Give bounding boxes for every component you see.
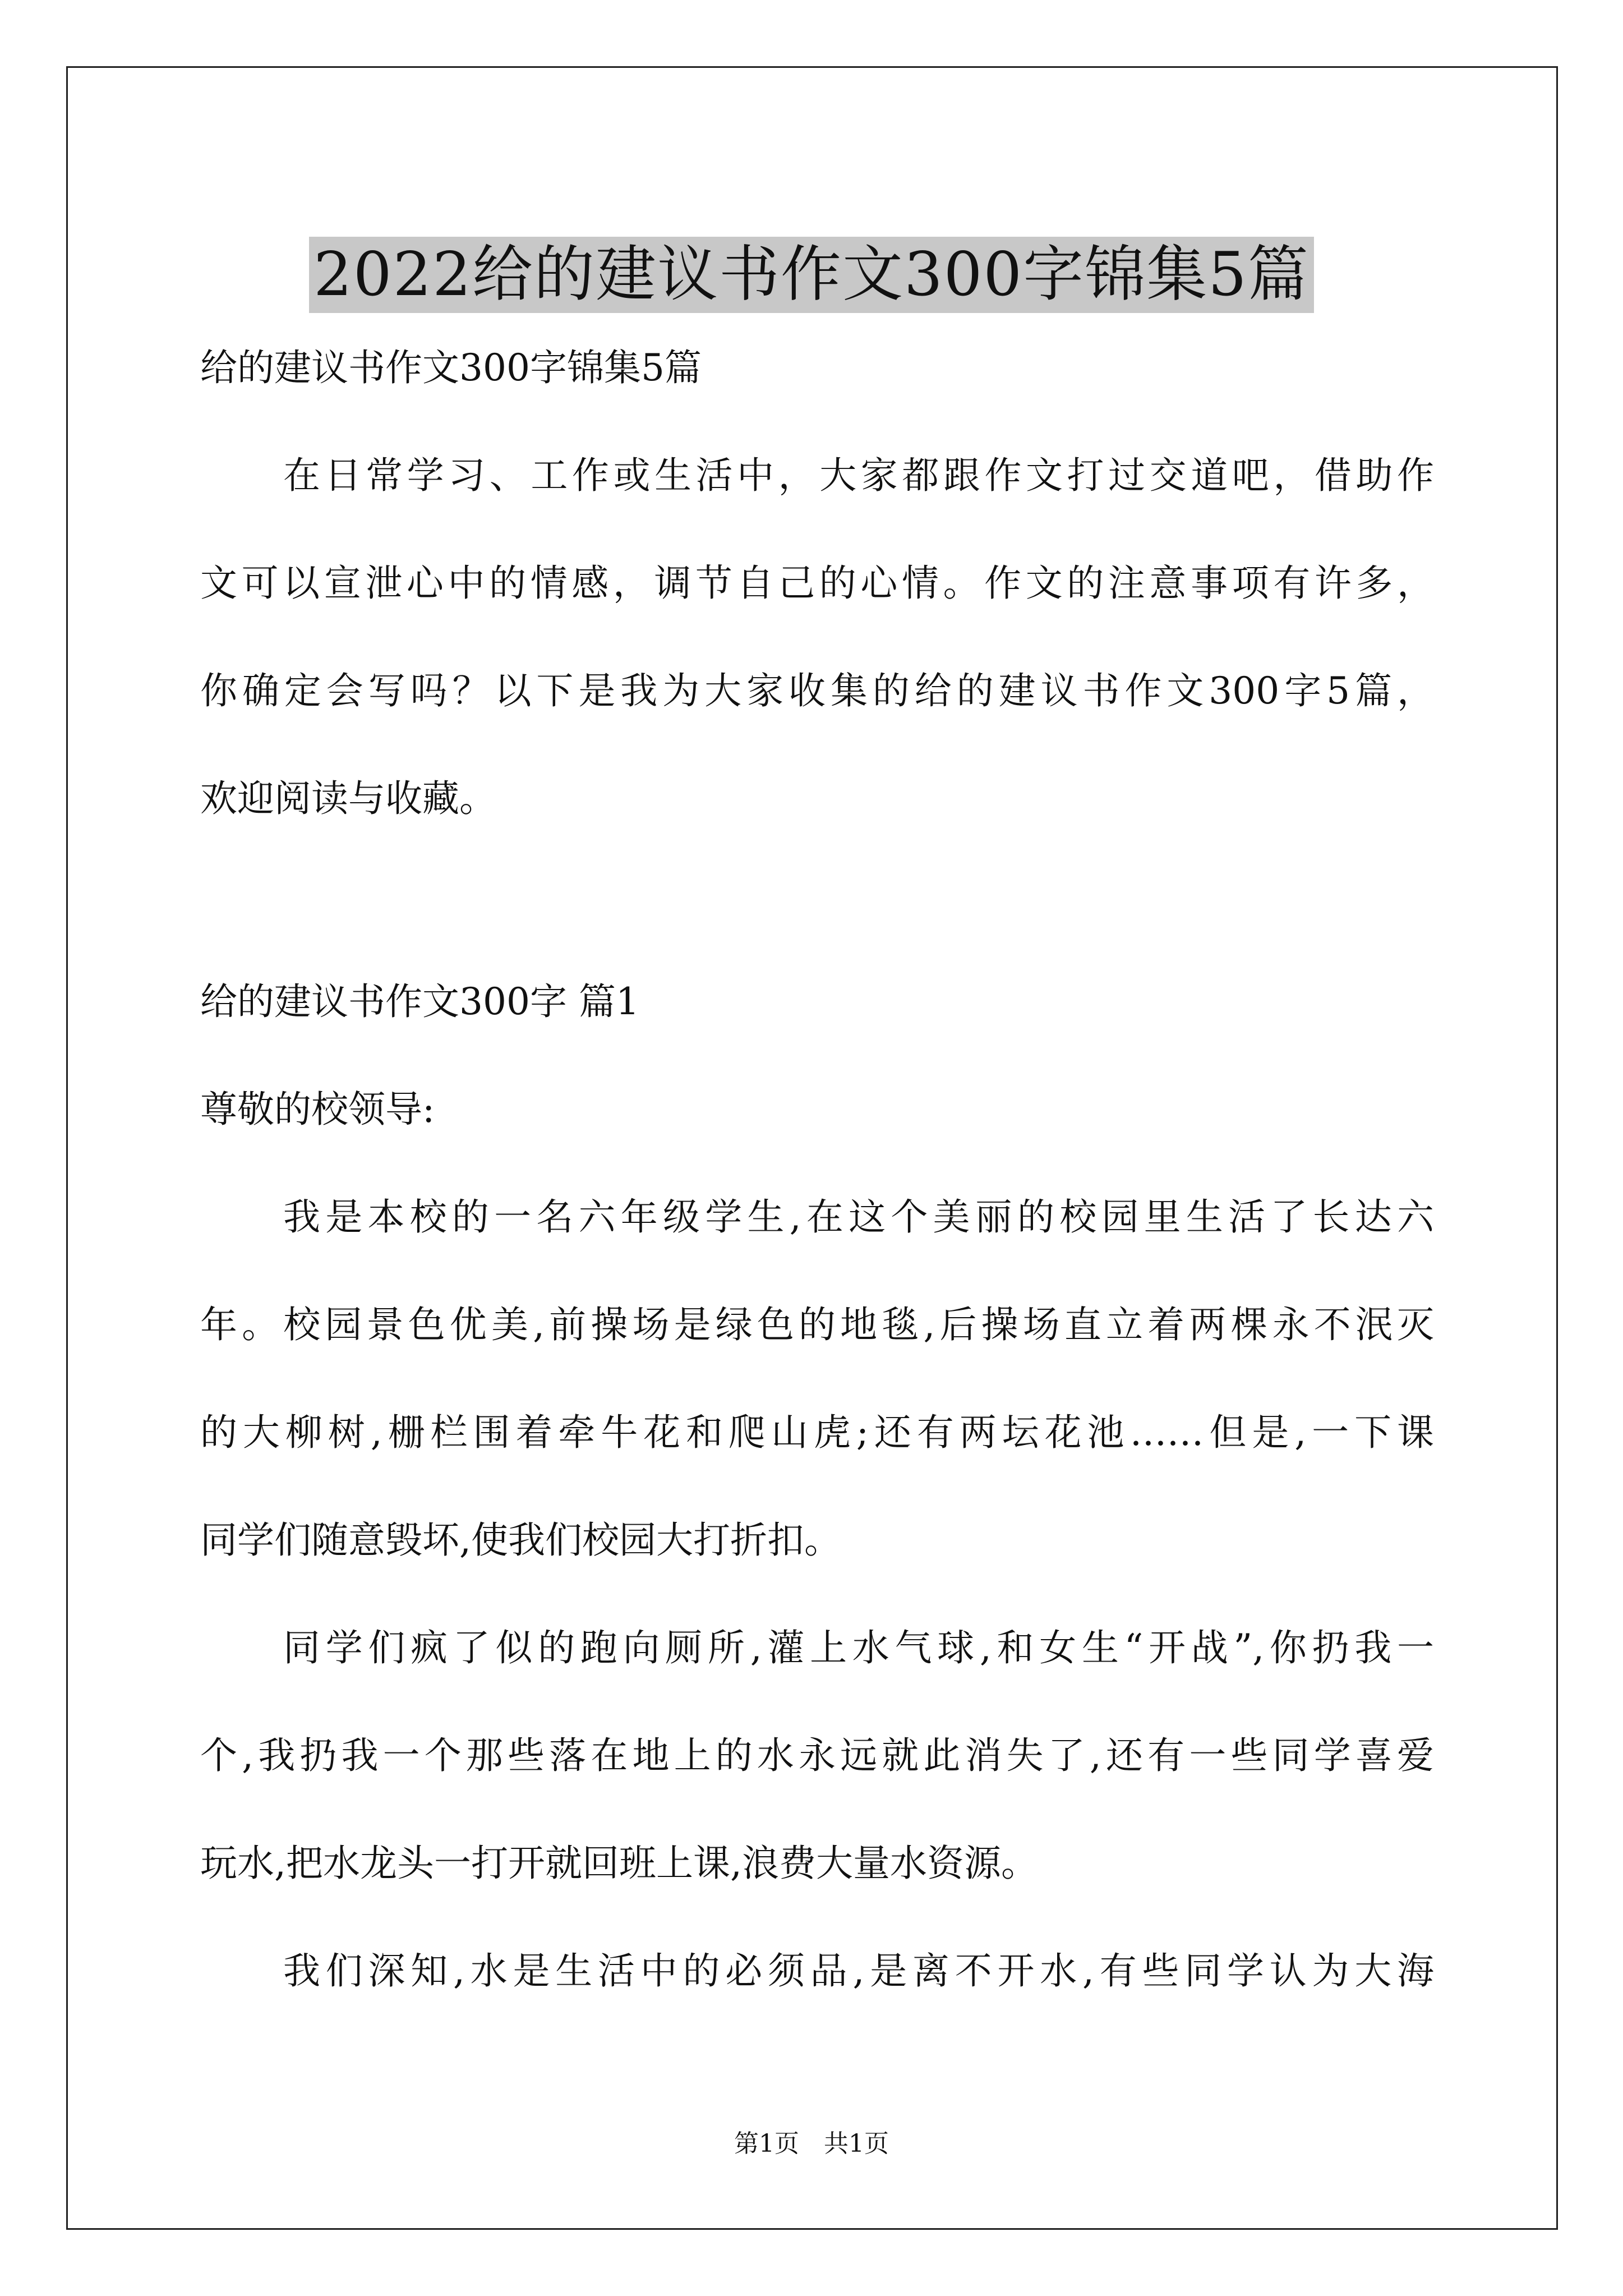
paragraph-line: 我是本校的一名六年级学生,在这个美丽的校园里生活了长达六 <box>283 1195 1434 1239</box>
paragraph-3 <box>200 1917 1434 2025</box>
paragraph-line: 我们深知,水是生活中的必须品,是离不开水,有些同学认为大海 <box>283 1949 1434 1993</box>
page-footer <box>0 2127 1623 2161</box>
document-body <box>200 314 1434 2025</box>
document-title: 2022给的建议书作文300字锦集5篇 <box>309 237 1314 313</box>
salutation: 尊敬的校领导: <box>200 1088 435 1131</box>
section-gap <box>200 853 1434 948</box>
intro-line: 文可以宣泄心中的情感，调节自己的心情。作文的注意事项有许多， <box>200 562 1434 605</box>
paragraph-line: 个,我扔我一个那些落在地上的水永远就此消失了,还有一些同学喜爱 <box>200 1734 1434 1777</box>
total-pages: 共1页 <box>824 2129 889 2158</box>
page-number: 第1页 <box>734 2129 799 2158</box>
paragraph-line: 同学们随意毁坏,使我们校园大打折扣。 <box>200 1519 841 1562</box>
subtitle: 给的建议书作文300字锦集5篇 <box>200 346 702 389</box>
intro-line: 欢迎阅读与收藏。 <box>200 777 496 820</box>
paragraph-line: 年。校园景色优美,前操场是绿色的地毯,后操场直立着两棵永不泯灭 <box>200 1303 1434 1346</box>
paragraph-2 <box>200 1594 1434 1917</box>
section-heading: 给的建议书作文300字 篇1 <box>200 980 639 1023</box>
paragraph-line: 同学们疯了似的跑向厕所,灌上水气球,和女生“开战”,你扔我一 <box>283 1626 1434 1669</box>
paragraph-1 <box>200 1163 1434 1594</box>
intro-paragraph <box>200 422 1434 853</box>
paragraph-line: 的大柳树,栅栏围着牵牛花和爬山虎;还有两坛花池……但是,一下课 <box>200 1411 1434 1454</box>
paragraph-line: 玩水,把水龙头一打开就回班上课,浪费大量水资源。 <box>200 1842 1038 1885</box>
intro-line: 你确定会写吗？以下是我为大家收集的给的建议书作文300字5篇， <box>200 669 1434 712</box>
intro-line: 在日常学习、工作或生活中，大家都跟作文打过交道吧，借助作 <box>283 454 1434 497</box>
